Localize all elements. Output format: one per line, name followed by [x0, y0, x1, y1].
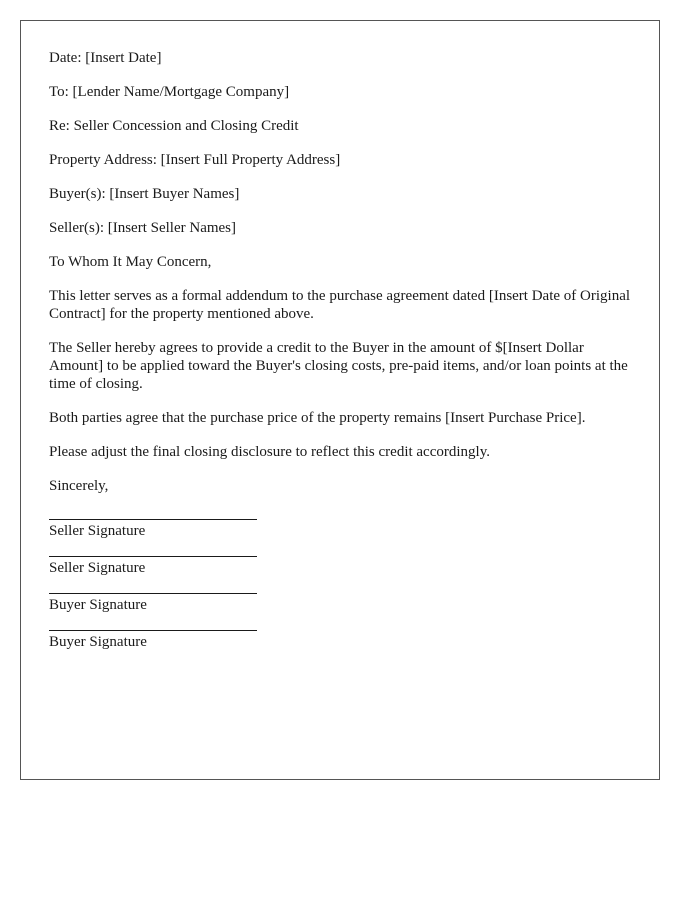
- signature-label: Seller Signature: [49, 523, 146, 539]
- buyers-line: Buyer(s): [Insert Buyer Names]: [49, 186, 240, 202]
- signature-block-seller-1: [49, 519, 631, 540]
- paragraph-addendum: This letter serves as a formal addendum to the purchase agreement dated [Insert Date of Original Contract] for the property mentioned above.: [49, 288, 631, 322]
- signature-label: Seller Signature: [49, 560, 146, 576]
- signature-line: [49, 556, 257, 557]
- date-line: Date: [Insert Date]: [49, 50, 162, 66]
- signature-line: [49, 519, 257, 520]
- signature-label: Buyer Signature: [49, 634, 147, 650]
- paragraph-purchase-price: Both parties agree that the purchase price of the property remains [Insert Purchase Price].: [49, 410, 586, 426]
- salutation: To Whom It May Concern,: [49, 254, 212, 270]
- sellers-line: Seller(s): [Insert Seller Names]: [49, 220, 237, 236]
- signature-block-buyer-1: [49, 593, 631, 614]
- signature-line: [49, 593, 257, 594]
- signature-block-buyer-2: [49, 630, 631, 651]
- paragraph-adjust-disclosure: Please adjust the final closing disclosure to reflect this credit accordingly.: [49, 444, 490, 460]
- recipient-line: To: [Lender Name/Mortgage Company]: [49, 84, 290, 100]
- signature-block-seller-2: [49, 556, 631, 577]
- subject-line: Re: Seller Concession and Closing Credit: [49, 118, 299, 134]
- paragraph-credit: The Seller hereby agrees to provide a credit to the Buyer in the amount of $[Insert Dollar Amount] to be applied toward the Buyer's closing costs, pre-paid items, and/or loan points at the time of closing.: [49, 340, 628, 392]
- closing: Sincerely,: [49, 478, 109, 494]
- letter-document: [20, 20, 660, 780]
- signature-label: Buyer Signature: [49, 597, 147, 613]
- property-address-line: Property Address: [Insert Full Property Address]: [49, 152, 341, 168]
- signature-line: [49, 630, 257, 631]
